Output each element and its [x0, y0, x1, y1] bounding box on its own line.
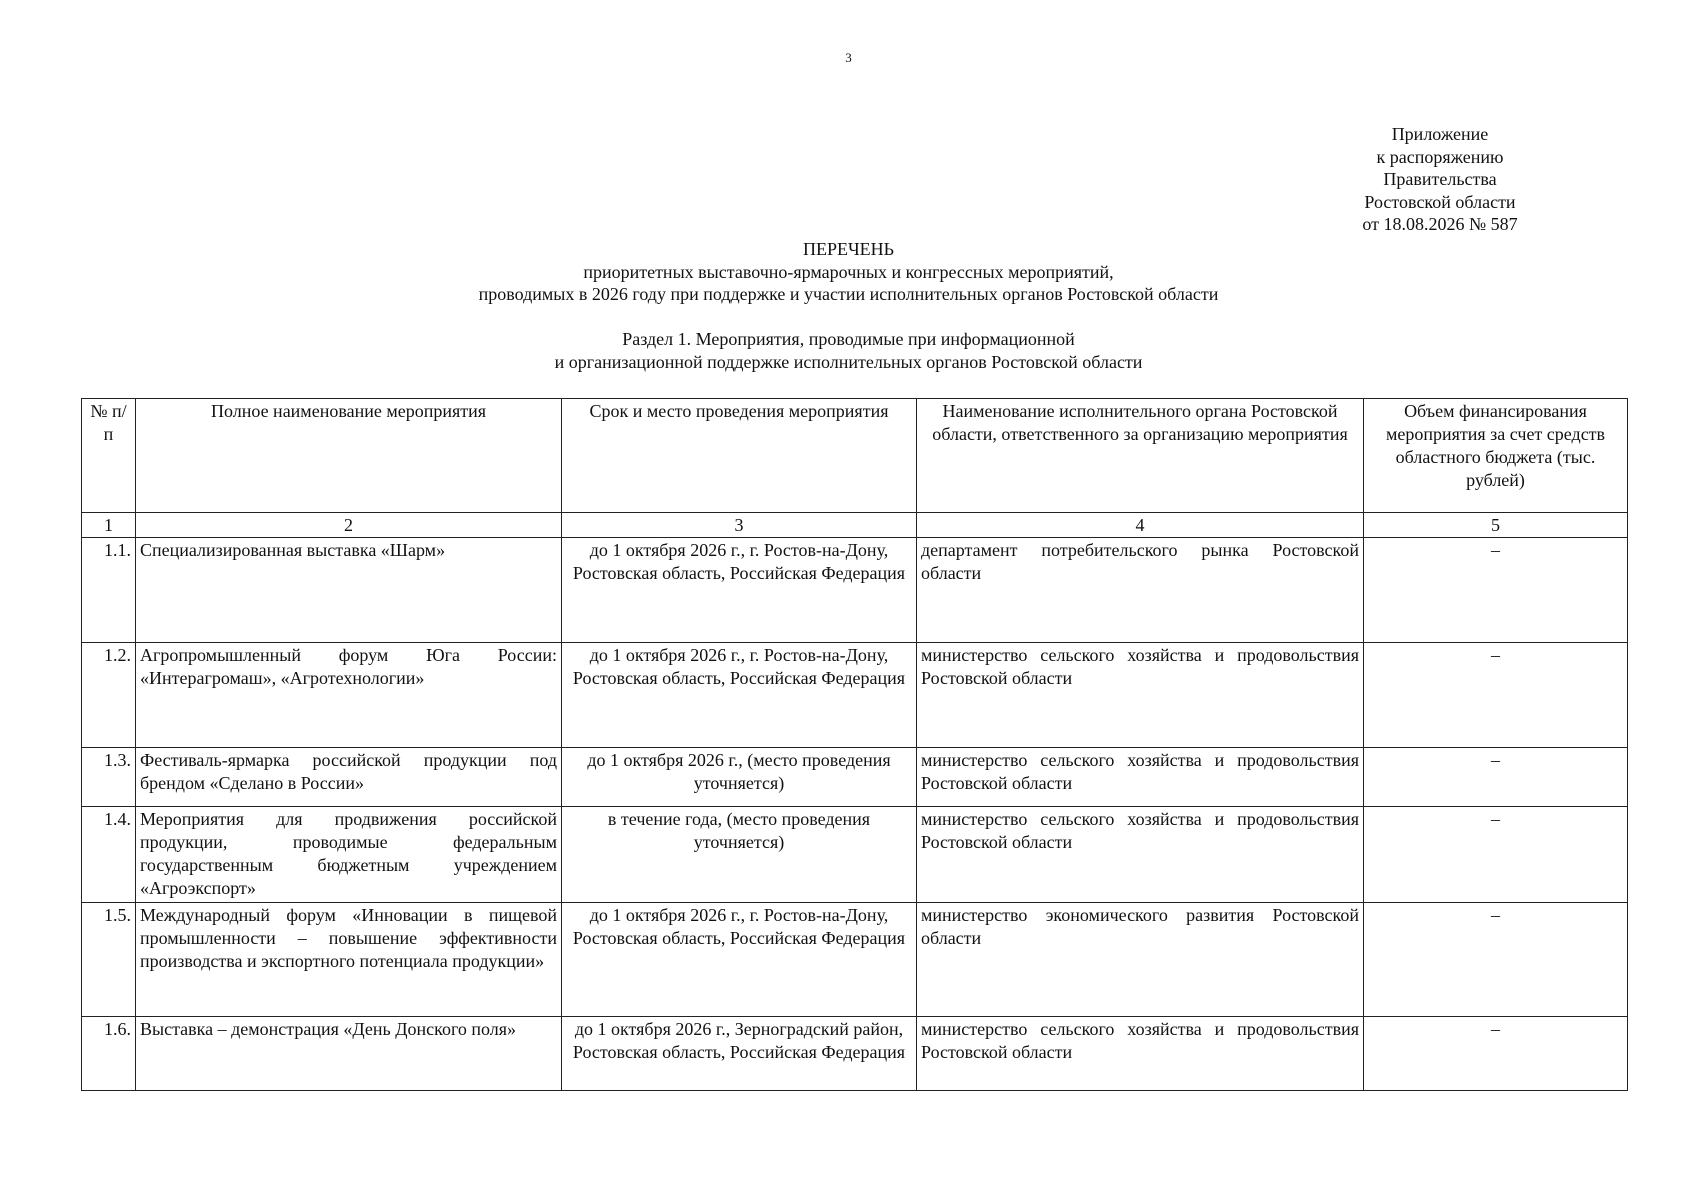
column-number: 5: [1364, 513, 1628, 538]
funding-amount: –: [1364, 903, 1628, 1017]
event-name: Фестиваль-ярмарка российской продукции под брендом «Сделано в России»: [136, 748, 562, 807]
section-title: [0, 328, 1697, 373]
appendix-line: от 18.08.2026 № 587: [1362, 214, 1518, 234]
appendix-line: Ростовской области: [1364, 191, 1516, 212]
events-table: [81, 398, 1628, 1091]
event-date-place: до 1 октября 2026 г., (место проведения уточняется): [562, 748, 917, 807]
funding-amount: –: [1364, 748, 1628, 807]
funding-amount: –: [1364, 643, 1628, 748]
row-number: 1.1.: [82, 538, 136, 643]
event-date-place: в течение года, (место проведения уточняется): [562, 807, 917, 903]
column-number: 2: [136, 513, 562, 538]
event-date-place: до 1 октября 2026 г., г. Ростов-на-Дону, Ростовская область, Российская Федерация: [562, 643, 917, 748]
responsible-organ: министерство сельского хозяйства и продовольствия Ростовской области: [917, 807, 1364, 903]
event-name: Выставка – демонстрация «День Донского поля»: [136, 1017, 562, 1091]
column-number: 4: [917, 513, 1364, 538]
event-name: Специализированная выставка «Шарм»: [136, 538, 562, 643]
event-date-place: до 1 октября 2026 г., г. Ростов-на-Дону, Ростовская область, Российская Федерация: [562, 538, 917, 643]
responsible-organ: министерство сельского хозяйства и продовольствия Ростовской области: [917, 1017, 1364, 1091]
row-number: 1.6.: [82, 1017, 136, 1091]
table-row: [82, 538, 1628, 643]
header-org: Наименование исполнительного органа Ростовской области, ответственного за организацию мероприятия: [917, 399, 1364, 513]
section-line: и организационной поддержке исполнительных органов Ростовской области: [554, 351, 1143, 372]
appendix-block: [1310, 123, 1570, 236]
table-row: [82, 748, 1628, 807]
responsible-organ: департамент потребительского рынка Ростовской области: [917, 538, 1364, 643]
table-row: [82, 807, 1628, 903]
header-name: Полное наименование мероприятия: [136, 399, 562, 513]
funding-amount: –: [1364, 538, 1628, 643]
header-num: № п/п: [82, 399, 136, 513]
appendix-line: к распоряжению: [1376, 146, 1504, 167]
row-number: 1.3.: [82, 748, 136, 807]
event-name: Агропромышленный форум Юга России: «Интерагромаш», «Агротехнологии»: [136, 643, 562, 748]
table-row: [82, 1017, 1628, 1091]
section-line: Раздел 1. Мероприятия, проводимые при информационной: [622, 329, 1075, 349]
event-date-place: до 1 октября 2026 г., г. Ростов-на-Дону, Ростовская область, Российская Федерация: [562, 903, 917, 1017]
appendix-line: Приложение: [1391, 124, 1489, 144]
column-number-row: [82, 513, 1628, 538]
document-title: [0, 238, 1697, 306]
page-number: 3: [845, 50, 852, 65]
table-row: [82, 643, 1628, 748]
header-when: Срок и место проведения мероприятия: [562, 399, 917, 513]
title-heading: ПЕРЕЧЕНЬ: [802, 239, 895, 259]
row-number: 1.2.: [82, 643, 136, 748]
column-number: 3: [562, 513, 917, 538]
event-name: Международный форум «Инновации в пищевой промышленности – повышение эффективности производства и экспортного потенциала продукции»: [136, 903, 562, 1017]
title-line: приоритетных выставочно-ярмарочных и конгрессных мероприятий,: [583, 261, 1114, 282]
row-number: 1.4.: [82, 807, 136, 903]
table-row: [82, 903, 1628, 1017]
column-number: 1: [82, 513, 136, 538]
funding-amount: –: [1364, 807, 1628, 903]
event-name: Мероприятия для продвижения российской продукции, проводимые федеральным государственным бюджетным учреждением «Агроэкспорт»: [136, 807, 562, 903]
header-fund: Объем финансирования мероприятия за счет средств областного бюджета (тыс. рублей): [1364, 399, 1628, 513]
row-number: 1.5.: [82, 903, 136, 1017]
appendix-line: Правительства: [1383, 169, 1497, 189]
responsible-organ: министерство сельского хозяйства и продовольствия Ростовской области: [917, 643, 1364, 748]
funding-amount: –: [1364, 1017, 1628, 1091]
table-header-row: [82, 399, 1628, 513]
event-date-place: до 1 октября 2026 г., Зерноградский район, Ростовская область, Российская Федерация: [562, 1017, 917, 1091]
title-line: проводимых в 2026 году при поддержке и участии исполнительных органов Ростовской области: [478, 284, 1219, 304]
responsible-organ: министерство сельского хозяйства и продовольствия Ростовской области: [917, 748, 1364, 807]
responsible-organ: министерство экономического развития Ростовской области: [917, 903, 1364, 1017]
